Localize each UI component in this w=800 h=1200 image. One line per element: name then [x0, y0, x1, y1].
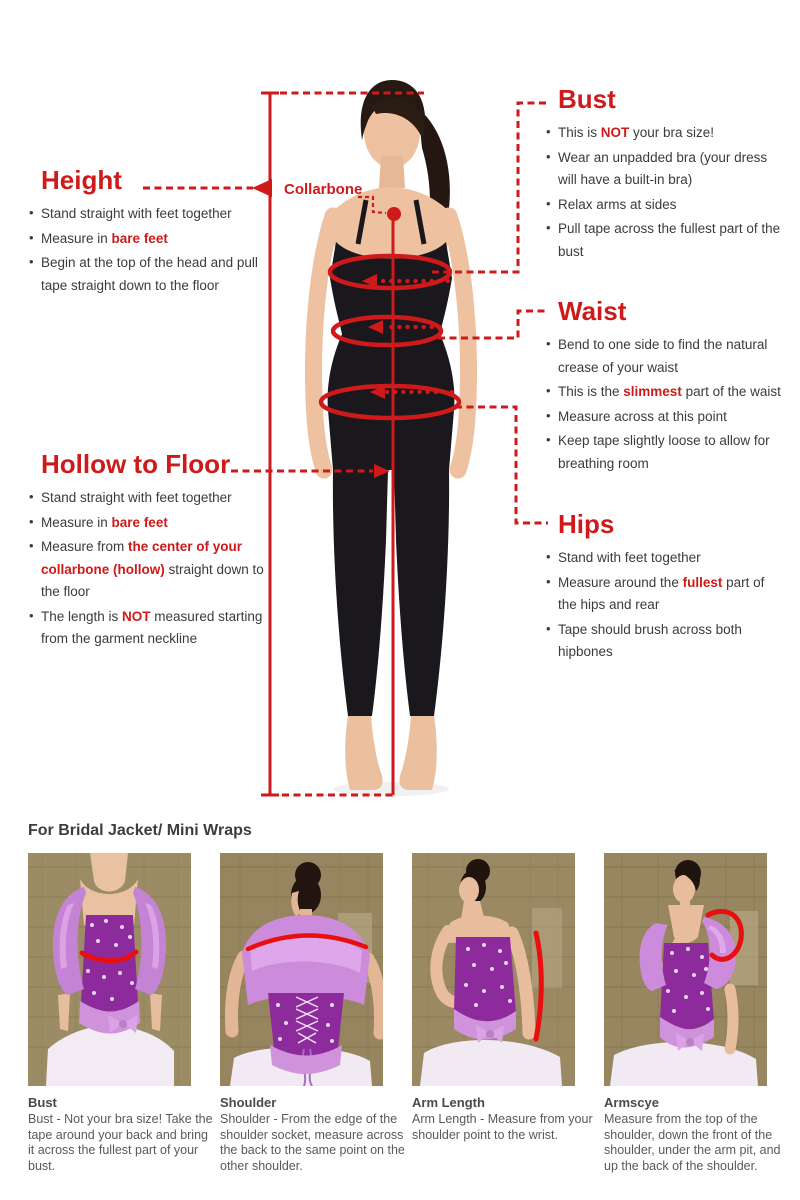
hollow-to-floor-section — [28, 449, 266, 653]
bust-caption-text: Bust - Not your bra size! Take the tape around your back and bring it across the fullest part of your bust. — [28, 1112, 213, 1173]
bust-title: Bust — [558, 84, 616, 114]
arm-length-photo — [412, 853, 575, 1086]
bridal-jacket-guide — [0, 815, 800, 1174]
armscye-caption — [604, 1095, 790, 1174]
shoulder-caption-text: Shoulder - From the edge of the shoulder socket, measure across the back to the same point on the other shoulder. — [220, 1112, 405, 1173]
bullet-item: • Begin at the top of the head and pull tape straight down to the floor — [28, 252, 266, 297]
armscye-caption-title: Armscye — [604, 1095, 659, 1110]
bust-caption — [28, 1095, 214, 1174]
shoulder-photo-item — [220, 853, 405, 1174]
waist-title: Waist — [558, 296, 627, 326]
bullet-item: • Wear an unpadded bra (your dress will have a built-in bra) — [545, 147, 782, 192]
bullet-item: • The length is NOT measured starting from the garment neckline — [28, 606, 266, 651]
bullet-item: • Keep tape slightly loose to allow for breathing room — [545, 430, 782, 475]
arm-length-photo-item — [412, 853, 593, 1174]
hips-section — [545, 509, 782, 666]
armscye-caption-text: Measure from the top of the shoulder, down the front of the shoulder, under the arm pit, and up the back of the shoulder. — [604, 1112, 781, 1173]
bullet-item: • This is NOT your bra size! — [545, 122, 782, 145]
height-section — [28, 165, 266, 299]
bullet-item: • Stand straight with feet together — [28, 203, 266, 226]
waist-connector-line — [438, 311, 548, 338]
hollow-to-floor-title: Hollow to Floor — [41, 449, 231, 479]
height-bullet-list — [28, 203, 266, 297]
hips-bullet-list — [545, 547, 782, 664]
bust-bullet-list — [545, 122, 782, 263]
bust-caption-title: Bust — [28, 1095, 57, 1110]
arm-length-caption — [412, 1095, 598, 1143]
bullet-item: • Measure from the center of your collarbone (hollow) straight down to the floor — [28, 536, 266, 604]
height-title: Height — [41, 165, 122, 195]
measure-photo-row — [28, 853, 800, 1174]
bust-photo-item — [28, 853, 213, 1174]
shoulder-caption — [220, 1095, 406, 1174]
bullet-item: • Pull tape across the fullest part of the bust — [545, 218, 782, 263]
collarbone-dot — [387, 207, 401, 221]
bullet-item: • Measure in bare feet — [28, 228, 266, 251]
arm-length-caption-title: Arm Length — [412, 1095, 485, 1110]
collarbone-label: Collarbone — [284, 181, 363, 198]
bridal-jacket-heading: For Bridal Jacket/ Mini Wraps — [28, 822, 252, 839]
bullet-item: • Measure in bare feet — [28, 512, 266, 535]
armscye-photo — [604, 853, 767, 1086]
bust-section — [545, 84, 782, 265]
bullet-item: • Relax arms at sides — [545, 194, 782, 217]
arm-length-caption-text: Arm Length - Measure from your shoulder point to the wrist. — [412, 1112, 593, 1142]
hips-title: Hips — [558, 509, 615, 539]
bullet-item: • Stand straight with feet together — [28, 487, 266, 510]
bullet-item: • Tape should brush across both hipbones — [545, 619, 782, 664]
shoulder-caption-title: Shoulder — [220, 1095, 277, 1110]
hollow-bullet-list — [28, 487, 266, 651]
bullet-item: • This is the slimmest part of the waist — [545, 381, 782, 404]
waist-bullet-list — [545, 334, 782, 475]
bullet-item: • Bend to one side to find the natural crease of your waist — [545, 334, 782, 379]
armscye-photo-item — [604, 853, 781, 1174]
bullet-item: • Stand with feet together — [545, 547, 782, 570]
bust-front-photo — [28, 853, 191, 1086]
bullet-item: • Measure across at this point — [545, 406, 782, 429]
shoulder-back-photo — [220, 853, 383, 1086]
waist-section — [545, 296, 782, 477]
bullet-item: • Measure around the fullest part of the hips and rear — [545, 572, 782, 617]
